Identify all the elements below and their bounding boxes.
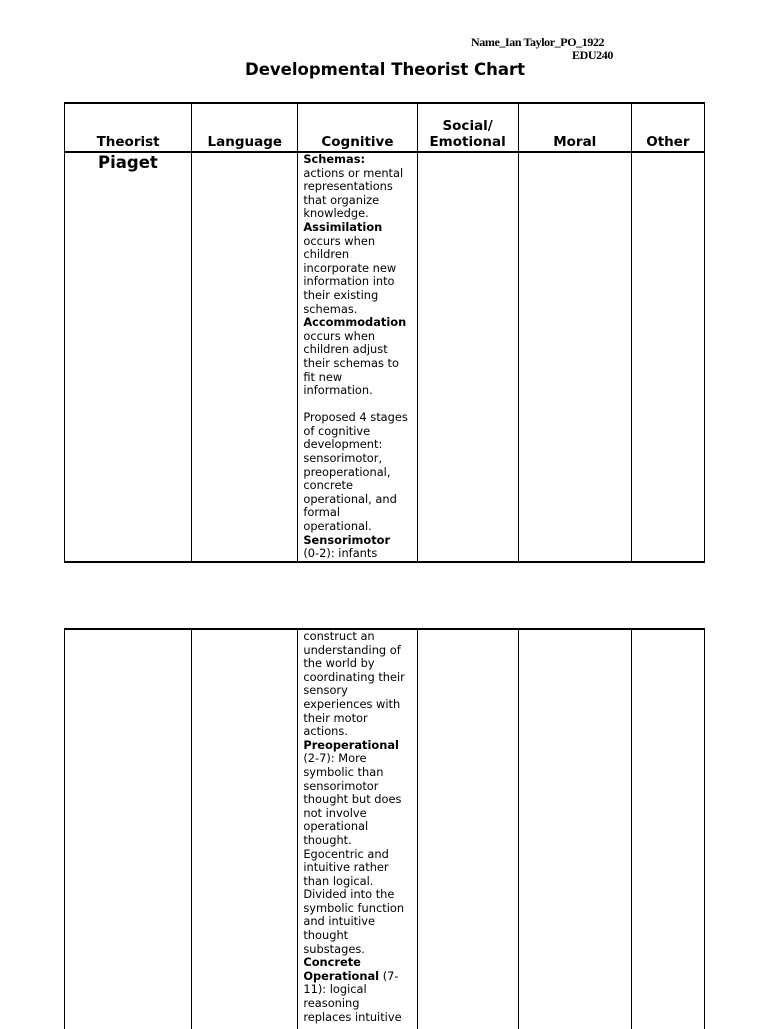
cognitive-line: sensorimotor bbox=[303, 778, 379, 793]
cognitive-line: children bbox=[303, 247, 350, 262]
cognitive-line: Egocentric and bbox=[303, 846, 389, 861]
cognitive-line: Divided into the bbox=[303, 887, 395, 902]
cognitive-line: substages. bbox=[303, 941, 365, 956]
cognitive-line: coordinating their bbox=[303, 669, 405, 684]
cognitive-cell bbox=[298, 629, 417, 1029]
social-emotional-cell bbox=[417, 152, 518, 562]
cognitive-line: symbolic than bbox=[303, 764, 384, 779]
cognitive-line: construct an bbox=[303, 629, 375, 643]
cognitive-line: formal bbox=[303, 505, 341, 520]
cognitive-cell bbox=[298, 152, 417, 562]
cognitive-line: information. bbox=[303, 383, 373, 398]
cognitive-term: Accommodation bbox=[303, 315, 407, 330]
cognitive-line: than logical. bbox=[303, 873, 374, 888]
cognitive-line: actions. bbox=[303, 724, 348, 739]
cognitive-line: actions or mental bbox=[303, 165, 404, 180]
cognitive-line: children adjust bbox=[303, 342, 388, 357]
cognitive-line: information into bbox=[303, 274, 395, 289]
cognitive-term-rest: (7- bbox=[379, 968, 399, 983]
social-line-2: Emotional bbox=[429, 134, 506, 150]
student-name-line: Name_Ian Taylor_PO_1922 bbox=[471, 35, 605, 49]
language-cell bbox=[192, 152, 298, 562]
cognitive-line: concrete bbox=[303, 478, 353, 493]
column-header-cognitive: Cognitive bbox=[298, 103, 417, 152]
cognitive-line: symbolic function bbox=[303, 900, 405, 915]
cognitive-line bbox=[303, 956, 414, 970]
theorist-name: Piaget bbox=[98, 153, 158, 172]
theorist-chart-table bbox=[64, 102, 705, 563]
cognitive-line: of cognitive bbox=[303, 423, 371, 438]
other-cell bbox=[631, 629, 704, 1029]
cognitive-term: Assimilation bbox=[303, 219, 383, 234]
cognitive-line: thought bbox=[303, 928, 349, 943]
cognitive-line: that organize bbox=[303, 192, 380, 207]
language-cell bbox=[192, 629, 298, 1029]
cognitive-line: and intuitive bbox=[303, 914, 376, 929]
cognitive-line: incorporate new bbox=[303, 260, 397, 275]
cognitive-line: experiences with bbox=[303, 696, 401, 711]
cognitive-term: Operational bbox=[303, 968, 380, 983]
cognitive-line: intuitive rather bbox=[303, 860, 389, 875]
column-header-theorist: Theorist bbox=[65, 103, 192, 152]
theorist-cell bbox=[65, 152, 192, 562]
cognitive-line bbox=[303, 970, 414, 984]
cognitive-line: occurs when bbox=[303, 328, 376, 343]
cognitive-line: operational bbox=[303, 819, 369, 834]
social-line-1: Social/ bbox=[442, 118, 493, 134]
cognitive-line: development: bbox=[303, 437, 383, 452]
cognitive-line: their existing bbox=[303, 287, 379, 302]
cognitive-line: 11): logical bbox=[303, 982, 367, 997]
course-code: EDU240 bbox=[572, 48, 613, 62]
cognitive-line: their schemas to bbox=[303, 355, 399, 370]
moral-cell bbox=[518, 629, 631, 1029]
table-row bbox=[65, 629, 705, 1029]
cognitive-line: operational, and bbox=[303, 491, 397, 506]
column-header-language: Language bbox=[192, 103, 298, 152]
column-header-moral: Moral bbox=[518, 103, 631, 152]
cognitive-line bbox=[303, 221, 414, 235]
cognitive-line bbox=[303, 398, 414, 412]
cognitive-line bbox=[303, 534, 414, 548]
column-header-other: Other bbox=[631, 103, 704, 152]
cognitive-line: knowledge. bbox=[303, 206, 369, 221]
cognitive-line: the world by bbox=[303, 656, 375, 671]
cognitive-line: replaces intuitive bbox=[303, 1009, 402, 1024]
cognitive-line: preoperational, bbox=[303, 464, 391, 479]
cognitive-line: reasoning bbox=[303, 996, 360, 1011]
cognitive-line: not involve bbox=[303, 805, 367, 820]
cognitive-line: fit new bbox=[303, 369, 343, 384]
document-title: Developmental Theorist Chart bbox=[245, 60, 525, 79]
cognitive-line: occurs when bbox=[303, 233, 376, 248]
theorist-cell bbox=[65, 629, 192, 1029]
cognitive-text bbox=[298, 153, 416, 561]
cognitive-text bbox=[298, 630, 416, 1024]
cognitive-term: Schemas: bbox=[303, 152, 366, 166]
cognitive-line: sensorimotor, bbox=[303, 451, 383, 466]
cognitive-line: understanding of bbox=[303, 642, 401, 657]
cognitive-line: schemas. bbox=[303, 301, 358, 316]
other-cell bbox=[631, 152, 704, 562]
cognitive-line: (2-7): More bbox=[303, 751, 367, 766]
cognitive-term: Sensorimotor bbox=[303, 532, 391, 547]
cognitive-line: Proposed 4 stages bbox=[303, 410, 408, 425]
moral-cell bbox=[518, 152, 631, 562]
cognitive-line: thought. bbox=[303, 832, 352, 847]
column-header-social-emotional bbox=[417, 103, 518, 152]
table-header-row bbox=[65, 103, 705, 152]
cognitive-line: thought but does bbox=[303, 792, 402, 807]
cognitive-line: representations bbox=[303, 179, 393, 194]
theorist-chart-table-continued bbox=[64, 628, 705, 1029]
table-row bbox=[65, 152, 705, 562]
cognitive-line bbox=[303, 739, 414, 753]
cognitive-line bbox=[303, 316, 414, 330]
cognitive-term: Preoperational bbox=[303, 737, 399, 752]
cognitive-line bbox=[303, 153, 414, 167]
cognitive-term: Concrete bbox=[303, 955, 361, 970]
cognitive-line: operational. bbox=[303, 519, 372, 534]
social-emotional-cell bbox=[417, 629, 518, 1029]
cognitive-line: their motor bbox=[303, 710, 368, 725]
cognitive-line: (0-2): infants bbox=[303, 546, 378, 561]
cognitive-line: sensory bbox=[303, 683, 348, 698]
